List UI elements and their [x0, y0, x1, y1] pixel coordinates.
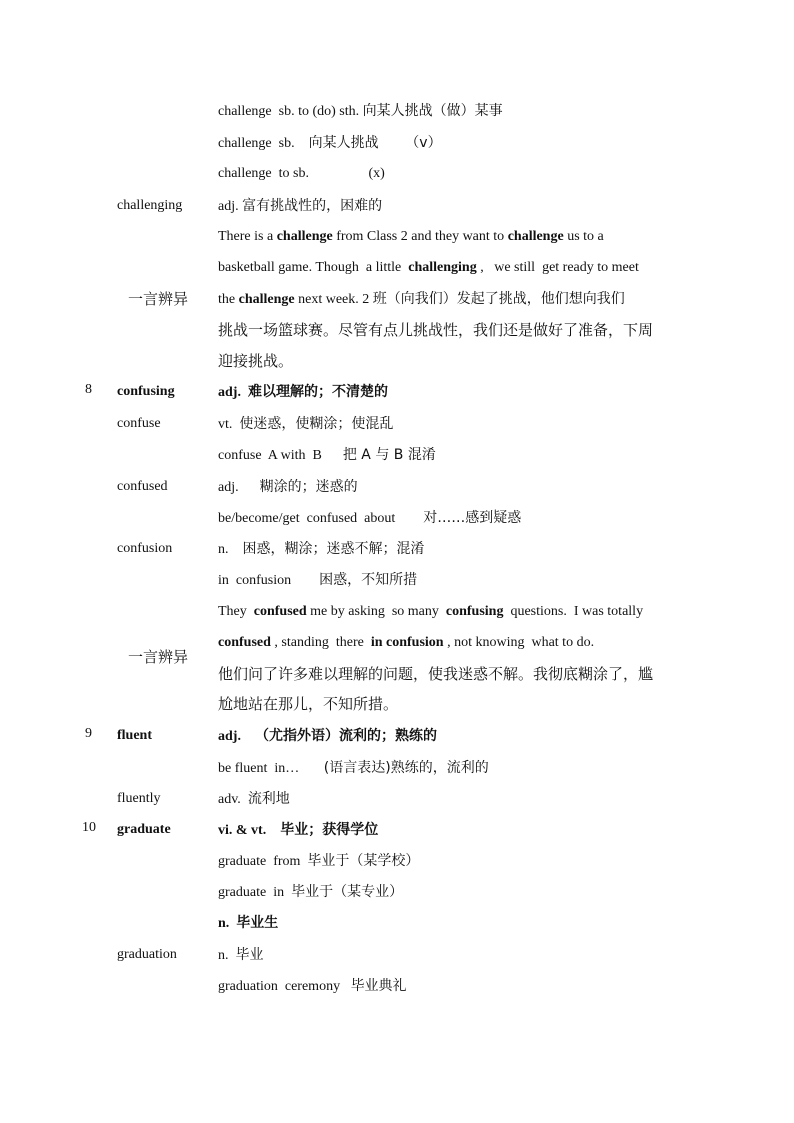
definition: adj. 糊涂的；迷惑的 — [218, 479, 358, 495]
entry-number: 10 — [82, 820, 96, 835]
usage-row: be/become/get confused about 对……感到疑惑 — [218, 510, 522, 526]
example-line: There is a challenge from Class 2 and they want to challenge us to a — [218, 229, 604, 244]
definition: n. 毕业 — [218, 947, 264, 963]
usage-row: graduate in 毕业于（某专业） — [218, 884, 404, 900]
example-line: the challenge next week. 2 班（向我们）发起了挑战，他们想向我们 — [218, 291, 625, 307]
definition: n. 困惑，糊涂；迷惑不解；混淆 — [218, 541, 425, 557]
definition: vt. 使迷惑，使糊涂；使混乱 — [218, 416, 394, 432]
derived-word: fluently — [117, 791, 161, 806]
definition: adv. 流利地 — [218, 791, 290, 807]
example-translation: 挑战一场篮球赛。尽管有点儿挑战性，我们还是做好了准备，下周 — [218, 321, 654, 339]
entry-number: 9 — [85, 726, 92, 741]
derived-word: confuse — [117, 416, 161, 431]
headword: fluent — [117, 728, 152, 743]
derived-word: graduation — [117, 947, 177, 962]
usage-row: challenge sb. to (do) sth. 向某人挑战（做）某事 — [218, 103, 503, 119]
example-translation: 尬地站在那儿，不知所措。 — [218, 695, 399, 713]
definition: adj. 富有挑战性的，困难的 — [218, 198, 383, 214]
example-translation: 他们问了许多难以理解的问题，使我迷惑不解。我彻底糊涂了，尴 — [218, 665, 654, 683]
entry-number: 8 — [85, 382, 92, 397]
example-tag: 一言辨异 — [128, 648, 189, 666]
example-line: basketball game. Though a little challenging , we still get ready to meet — [218, 260, 639, 275]
usage-row: be fluent in… (语言表达)熟练的，流利的 — [218, 760, 489, 776]
definition: n. 毕业生 — [218, 915, 279, 931]
example-line: confused , standing there in confusion , not knowing what to do. — [218, 635, 595, 650]
usage-row: confuse A with B 把 A 与 B 混淆 — [218, 447, 436, 463]
usage-row: graduation ceremony 毕业典礼 — [218, 978, 407, 994]
usage-row: graduate from 毕业于（某学校） — [218, 853, 420, 869]
example-line: They confused me by asking so many confusing questions. I was totally — [218, 604, 644, 619]
derived-word: confused — [117, 479, 168, 494]
derived-word: confusion — [117, 541, 173, 556]
usage-row: challenge sb. 向某人挑战 （v） — [218, 135, 442, 151]
definition: adj. 难以理解的；不清楚的 — [218, 384, 388, 400]
headword: graduate — [117, 822, 171, 837]
definition: adj. （尤指外语）流利的；熟练的 — [218, 728, 437, 744]
usage-row: in confusion 困惑，不知所措 — [218, 572, 418, 588]
headword: confusing — [117, 384, 175, 399]
example-translation: 迎接挑战。 — [218, 352, 294, 370]
definition: vi. & vt. 毕业；获得学位 — [218, 822, 379, 838]
usage-row: challenge to sb. (x) — [218, 166, 385, 181]
example-tag: 一言辨异 — [128, 290, 189, 308]
derived-word: challenging — [117, 198, 183, 213]
